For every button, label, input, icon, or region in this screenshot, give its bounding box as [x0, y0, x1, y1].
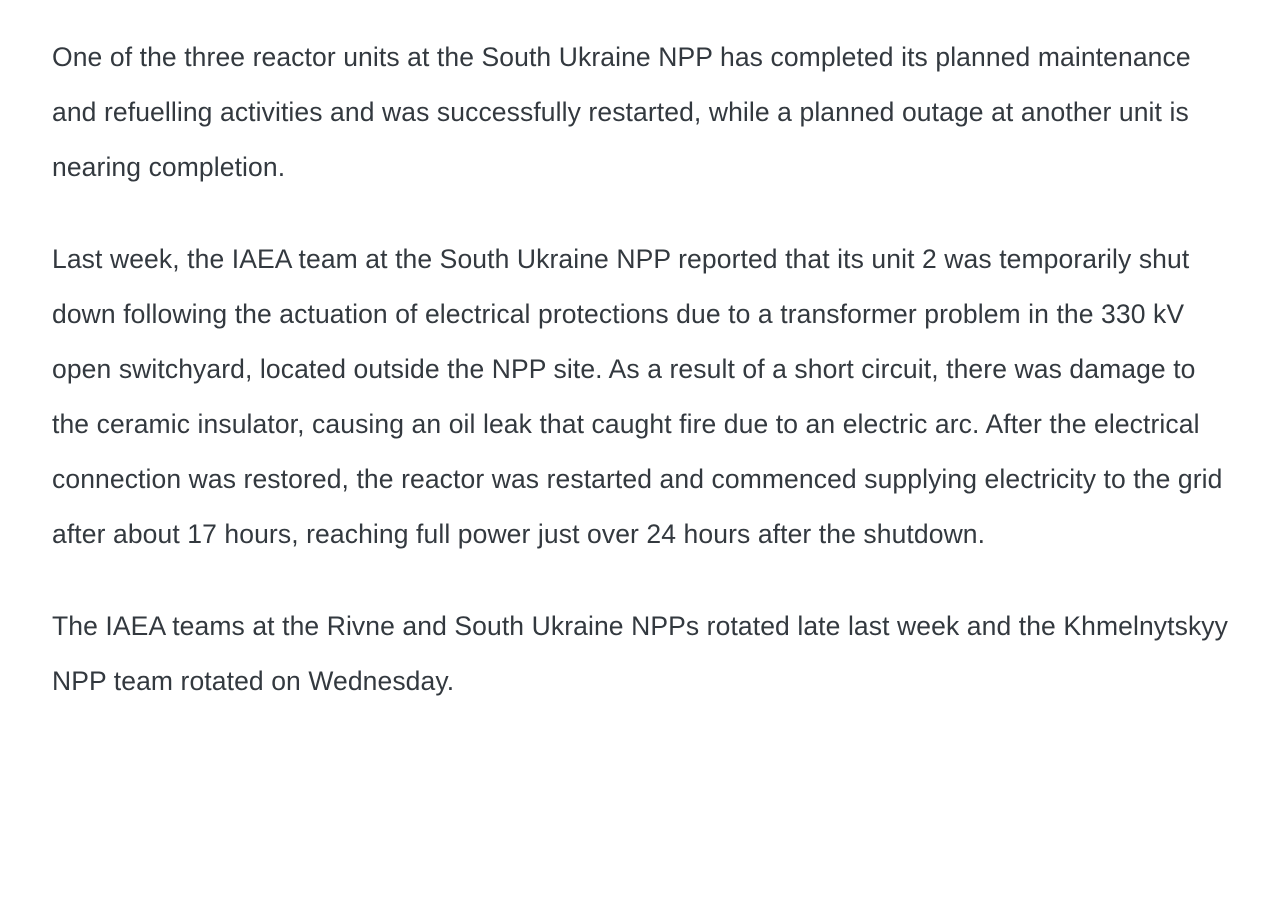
paragraph-2: Last week, the IAEA team at the South Ukraine NPP reported that its unit 2 was temporarily shut down following the actuation of electrical protections due to a transformer problem in the 330 kV open switchyard, located outside the NPP site. As a result of a short circuit, there was damage to the ceramic insulator, causing an oil leak that caught fire due to an electric arc. After the electrical connection was restored, the reactor was restarted and commenced supplying electricity to the grid after about 17 hours, reaching full power just over 24 hours after the shutdown. — [52, 244, 1223, 549]
paragraph-1: One of the three reactor units at the South Ukraine NPP has completed its planned maintenance and refuelling activities and was successfully restarted, while a planned outage at another unit is nearing completion. — [52, 42, 1191, 182]
paragraph-3: The IAEA teams at the Rivne and South Ukraine NPPs rotated late last week and the Khmelnytskyy NPP team rotated on Wednesday. — [52, 611, 1229, 696]
